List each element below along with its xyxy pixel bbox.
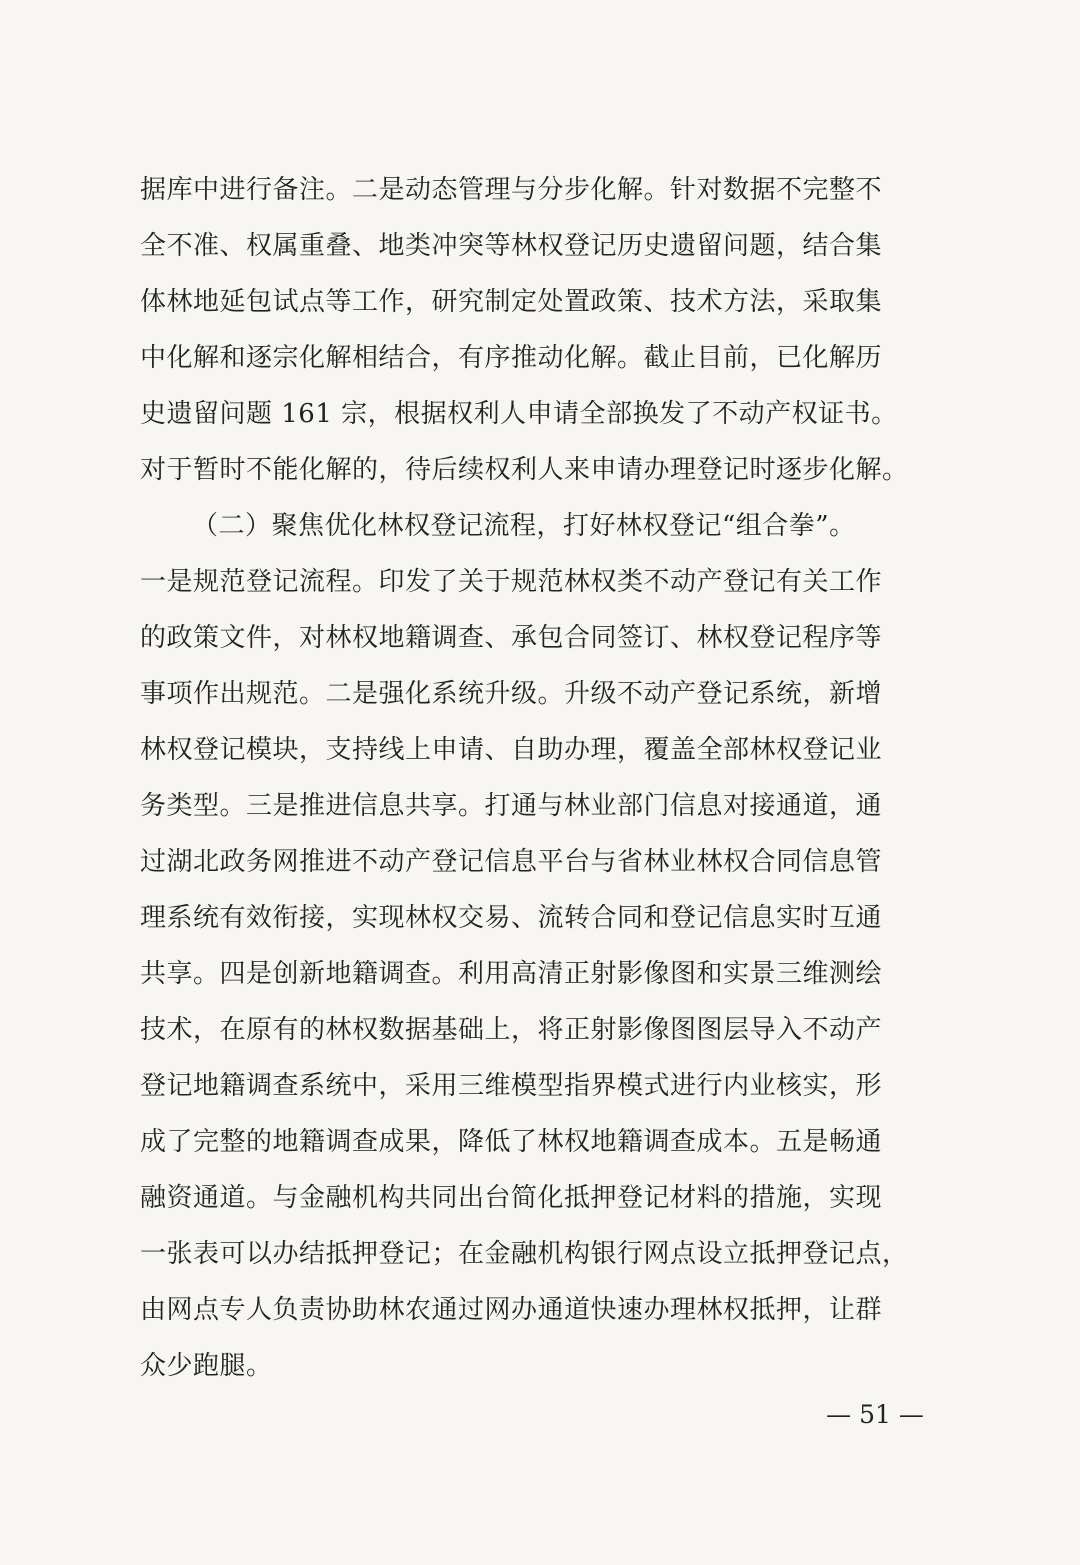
text-line: 过湖北政务网推进不动产登记信息平台与省林业林权合同信息管 <box>140 847 883 877</box>
section-heading-line: （二）聚焦优化林权登记流程，打好林权登记“组合拳”。 <box>192 511 856 541</box>
text-line: 一是规范登记流程。印发了关于规范林权类不动产登记有关工作 <box>140 567 883 597</box>
text-line: 体林地延包试点等工作，研究制定处置政策、技术方法，采取集 <box>140 287 883 317</box>
text-line: 登记地籍调查系统中，采用三维模型指界模式进行内业核实，形 <box>140 1071 883 1101</box>
text-line: 据库中进行备注。二是动态管理与分步化解。针对数据不完整不 <box>140 175 883 205</box>
text-line: 理系统有效衔接，实现林权交易、流转合同和登记信息实时互通 <box>140 903 883 933</box>
text-line: 一张表可以办结抵押登记；在金融机构银行网点设立抵押登记点， <box>140 1239 909 1269</box>
body-text <box>140 162 930 1394</box>
text-line: 技术，在原有的林权数据基础上，将正射影像图图层导入不动产 <box>140 1015 883 1045</box>
text-line: 对于暂时不能化解的，待后续权利人来申请办理登记时逐步化解。 <box>140 455 909 485</box>
text-line: 成了完整的地籍调查成果，降低了林权地籍调查成本。五是畅通 <box>140 1127 883 1157</box>
text-line: 史遗留问题 161 宗，根据权利人申请全部换发了不动产权证书。 <box>140 399 898 429</box>
page-number: — 51 — <box>826 1400 924 1429</box>
text-line: 事项作出规范。二是强化系统升级。升级不动产登记系统，新增 <box>140 679 883 709</box>
text-line: 林权登记模块，支持线上申请、自助办理，覆盖全部林权登记业 <box>140 735 883 765</box>
text-line: 的政策文件，对林权地籍调查、承包合同签订、林权登记程序等 <box>140 623 883 653</box>
text-line: 全不准、权属重叠、地类冲突等林权登记历史遗留问题，结合集 <box>140 231 883 261</box>
text-line: 由网点专人负责协助林农通过网办通道快速办理林权抵押，让群 <box>140 1295 883 1325</box>
text-line: 众少跑腿。 <box>140 1351 273 1381</box>
text-line: 中化解和逐宗化解相结合，有序推动化解。截止目前，已化解历 <box>140 343 883 373</box>
text-line: 务类型。三是推进信息共享。打通与林业部门信息对接通道，通 <box>140 791 883 821</box>
text-line: 共享。四是创新地籍调查。利用高清正射影像图和实景三维测绘 <box>140 959 883 989</box>
text-line: 融资通道。与金融机构共同出台简化抵押登记材料的措施，实现 <box>140 1183 883 1213</box>
